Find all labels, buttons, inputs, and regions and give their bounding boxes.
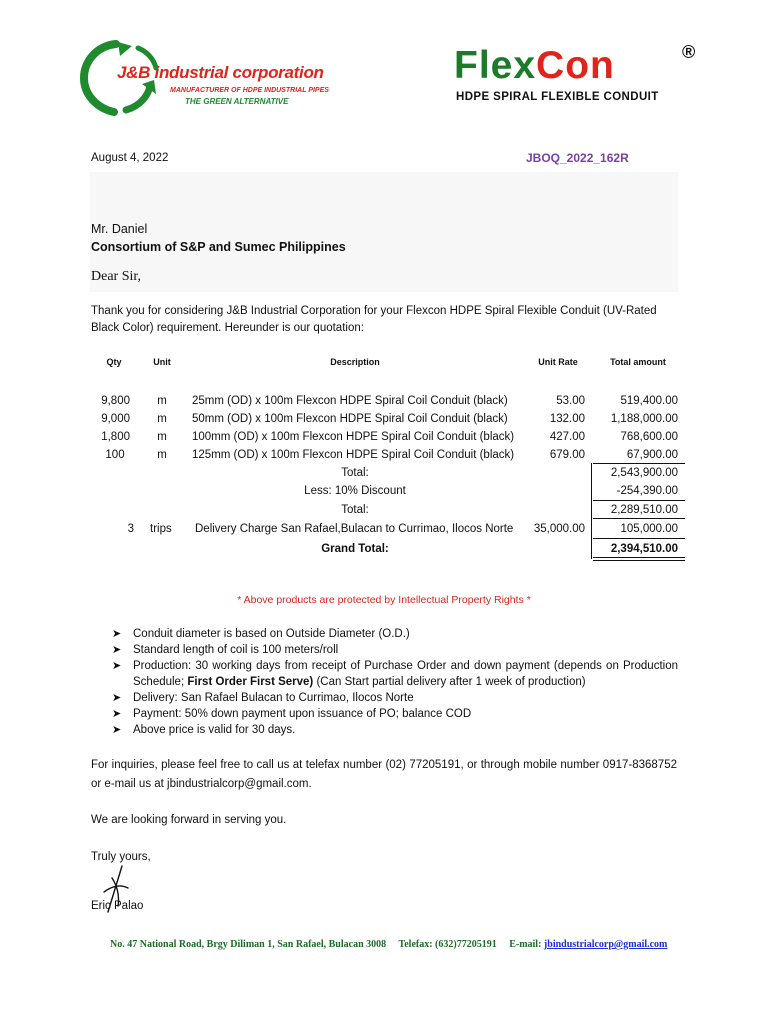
arrow-bullet-icon: ➤ [112,724,122,736]
total2-underline [593,518,685,519]
company-slogan: THE GREEN ALTERNATIVE [185,97,289,106]
col-header-description: Description [330,357,380,367]
company-tagline: MANUFACTURER OF HDPE INDUSTRIAL PIPES [170,87,329,94]
row4-unit: m [157,449,167,461]
intro-paragraph: Thank you for considering J&B Industrial Corporation for your Flexcon HDPE Spiral Flexible Conduit (UV-Rated Black Color) requirement. Hereunder is our quotation: [91,305,657,334]
total2-label: Total: [341,504,369,516]
totals-column-divider [591,463,592,559]
total2-value: 2,289,510.00 [610,504,678,516]
term-delivery: Delivery: San Rafael Bulacan to Currimao, Ilocos Norte [133,692,414,704]
recipient-name: Mr. Daniel [91,222,148,236]
inquiry-paragraph: For inquiries, please feel free to call us at telefax number (02) 77205191, or through mobile number 0917-8368752 or e-mail us at jbindustrialcorp@gmail.com. [91,759,677,790]
reference-number: JBOQ_2022_162R [526,151,629,165]
row1-rate: 53.00 [556,395,585,407]
brand-subtitle: HDPE SPIRAL FLEXIBLE CONDUIT [456,91,659,103]
letter-date: August 4, 2022 [91,152,169,164]
term-production-tail: (Can Start partial delivery after 1 week of production) [313,676,586,688]
footer-telefax: Telefax: (632)77205191 [398,939,497,950]
row3-rate: 427.00 [549,431,585,443]
brand-flex: Flex [454,44,537,87]
brand-con: Con [536,44,615,87]
term-coil-length: Standard length of coil is 100 meters/roll [133,644,339,656]
col-header-total: Total amount [610,357,666,367]
sign-off: Truly yours, [91,851,151,863]
total1-rule [593,463,685,464]
arrow-bullet-icon: ➤ [112,660,122,672]
grand-total-label: Grand Total: [321,543,389,555]
col-header-qty: Qty [106,357,122,367]
term-payment: Payment: 50% down payment upon issuance of PO; balance COD [133,708,472,720]
term-diameter: Conduit diameter is based on Outside Diameter (O.D.) [133,628,410,640]
term-production-bold: First Order First Serve) [187,676,314,688]
term-production-text: Production: 30 working days from receipt of Purchase Order and down payment (depends on Production Schedule; [133,660,678,688]
delivery-description: Delivery Charge San Rafael,Bulacan to Currimao, Ilocos Norte [195,523,514,535]
row2-qty: 9,000 [101,413,130,425]
salutation: Dear Sir, [91,269,141,284]
row3-total: 768,600.00 [620,431,678,443]
row4-rate: 679.00 [549,449,585,461]
row3-unit: m [157,431,167,443]
flexcon-logo [454,44,615,88]
row4-description: 125mm (OD) x 100m Flexcon HDPE Spiral Coil Conduit (black) [192,449,515,461]
recipient-org: Consortium of S&P and Sumec Philippines [91,240,346,254]
delivery-rate: 35,000.00 [533,523,585,535]
row2-rate: 132.00 [549,413,585,425]
total1-value: 2,543,900.00 [610,467,678,479]
discount-value: -254,390.00 [616,485,678,497]
row2-unit: m [157,413,167,425]
row1-description: 25mm (OD) x 100m Flexcon HDPE Spiral Coil Conduit (black) [192,395,508,407]
total2-rule [593,500,685,501]
col-header-unit: Unit [153,357,171,367]
row2-total: 1,188,000.00 [610,413,678,425]
delivery-total: 105,000.00 [620,523,678,535]
footer [110,939,667,950]
grand-total-value: 2,394,510.00 [610,543,678,555]
arrow-bullet-icon: ➤ [112,628,122,640]
arrow-bullet-icon: ➤ [112,692,122,704]
row1-total: 519,400.00 [620,395,678,407]
registered-mark: ® [682,42,696,62]
row3-qty: 1,800 [101,431,130,443]
arrow-bullet-icon: ➤ [112,708,122,720]
row1-qty: 9,800 [101,395,130,407]
delivery-unit: trips [150,523,172,535]
grand-total-double-underline [593,557,685,561]
row2-description: 50mm (OD) x 100m Flexcon HDPE Spiral Coil Conduit (black) [192,413,508,425]
arrow-bullet-icon: ➤ [112,644,122,656]
grand-total-rule [593,538,685,539]
delivery-qty: 3 [127,523,134,535]
company-name: J&B industrial corporation [117,63,324,82]
term-production [133,658,678,690]
ipr-note: * Above products are protected by Intellectual Property Rights * [237,594,531,606]
row1-unit: m [157,395,167,407]
row4-qty: 100 [105,449,125,461]
recipient-block-bg [90,172,678,292]
row4-total: 67,900.00 [626,449,678,461]
footer-address: No. 47 National Road, Brgy Diliman 1, San Rafael, Bulacan 3008 [110,939,387,950]
footer-email-label: E-mail: [509,939,542,950]
term-validity: Above price is valid for 30 days. [133,724,296,736]
total1-label: Total: [341,467,369,479]
closing-line: We are looking forward in serving you. [91,814,287,826]
discount-label: Less: 10% Discount [304,485,406,497]
col-header-unit-rate: Unit Rate [538,357,578,367]
footer-email-link[interactable]: jbindustrialcorp@gmail.com [543,939,668,950]
signer-name: Eric Palao [91,900,144,912]
row3-description: 100mm (OD) x 100m Flexcon HDPE Spiral Coil Conduit (black) [192,431,515,443]
